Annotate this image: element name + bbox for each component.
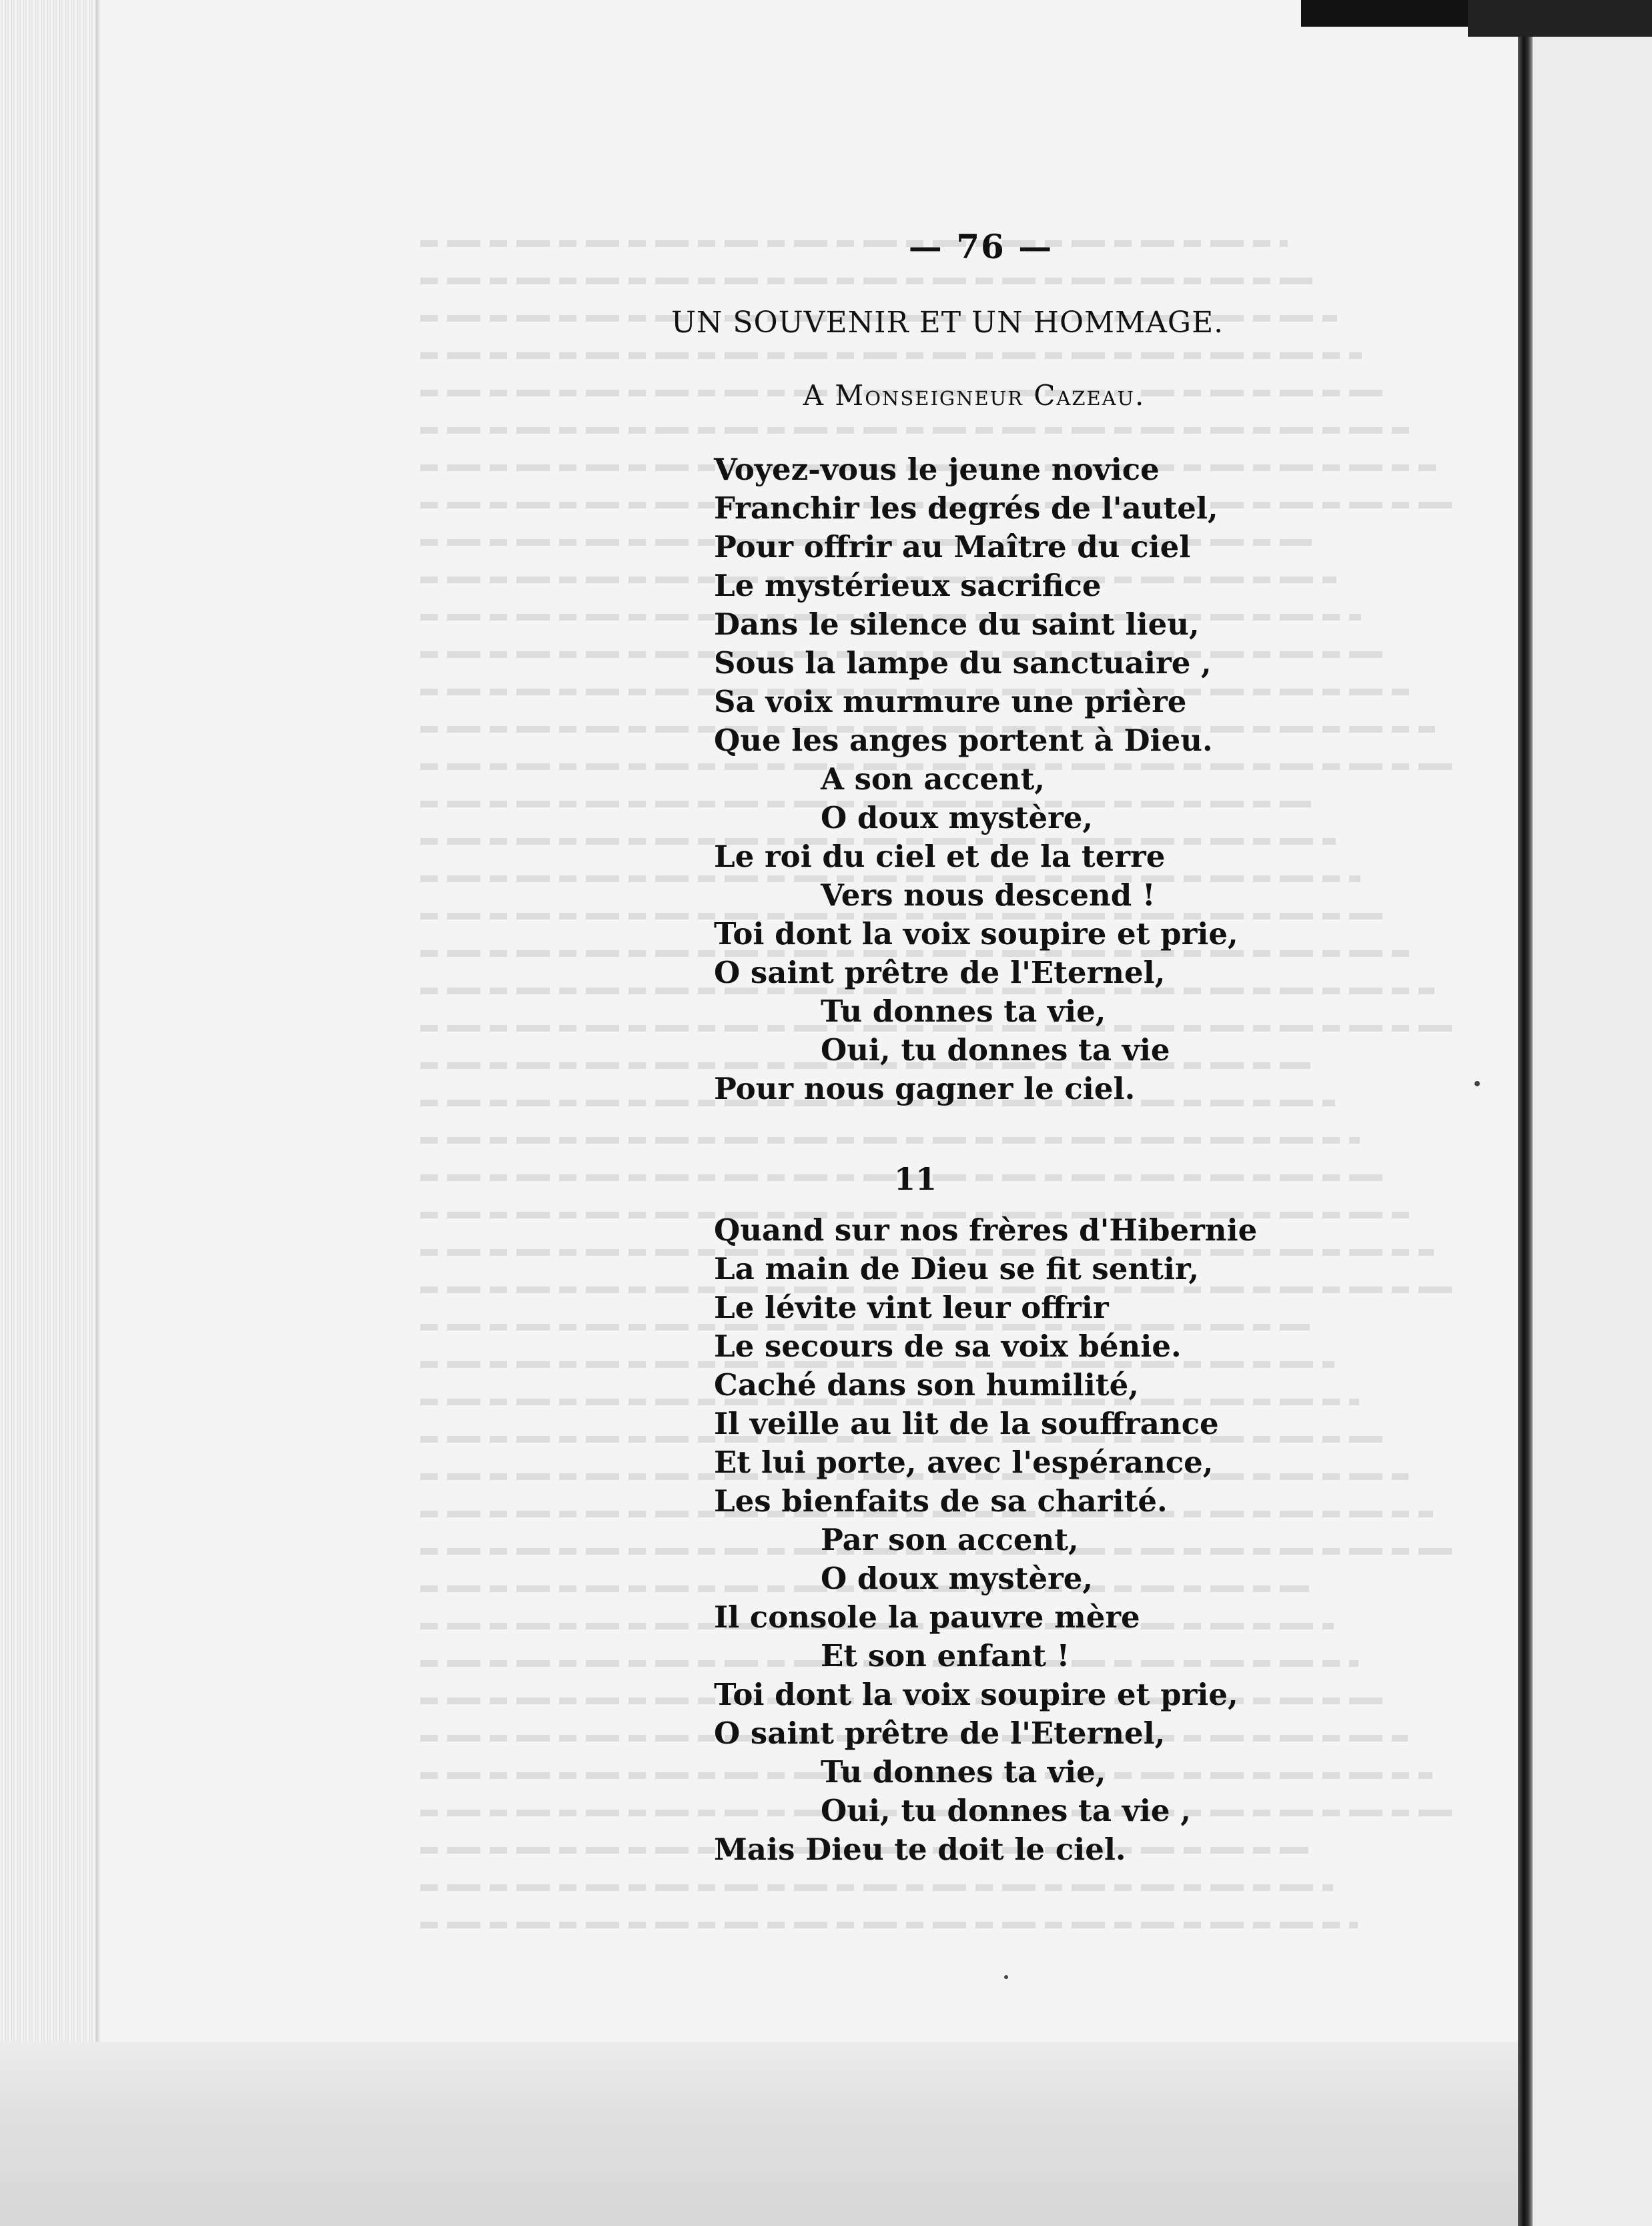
book-page-edges (0, 0, 100, 2226)
verse-line: Vers nous descend ! (821, 877, 1156, 913)
bleed-through-line (420, 427, 1411, 434)
section-number: 11 (894, 1161, 937, 1197)
poem-title: UN SOUVENIR ET UN HOMMAGE. (671, 306, 1224, 340)
verse-line: Oui, tu donnes ta vie (821, 1032, 1170, 1068)
verse-line: Quand sur nos frères d'Hibernie (714, 1212, 1258, 1248)
page-number: — 76 — (908, 227, 1054, 266)
verse-line: Le mystérieux sacrifice (714, 568, 1102, 603)
verse-line: Et lui porte, avec l'espérance, (714, 1445, 1214, 1480)
verse-line: Le secours de sa voix bénie. (714, 1329, 1182, 1364)
bleed-through-line (420, 1137, 1360, 1144)
bleed-through-line (420, 278, 1312, 284)
verse-line: Pour offrir au Maître du ciel (714, 529, 1191, 565)
stanza-one (714, 450, 1238, 1108)
verse-line: Sa voix murmure une prière (714, 684, 1187, 719)
verse-line: Le roi du ciel et de la terre (714, 839, 1166, 874)
scan-speck (1004, 1975, 1008, 1979)
verse-line: O doux mystère, (821, 800, 1094, 835)
verse-line: Que les anges portent à Dieu. (714, 723, 1213, 758)
verse-line: Et son enfant ! (821, 1638, 1070, 1674)
verse-line: Pour nous gagner le ciel. (714, 1071, 1136, 1106)
verse-line: O doux mystère, (821, 1561, 1094, 1596)
verse-line: Dans le silence du saint lieu, (714, 607, 1200, 642)
book-gutter (1518, 0, 1533, 2226)
bleed-through-line (420, 1922, 1358, 1928)
verse-line: Caché dans son humilité, (714, 1367, 1139, 1403)
verse-line: La main de Dieu se fit sentir, (714, 1251, 1200, 1286)
verse-line: Toi dont la voix soupire et prie, (714, 1677, 1238, 1712)
verse-line: Les bienfaits de sa charité. (714, 1483, 1168, 1519)
bleed-through-line (420, 1884, 1333, 1891)
facing-page-fragment (1533, 27, 1652, 2226)
verse-line: Toi dont la voix soupire et prie, (714, 916, 1238, 952)
bleed-through-line (420, 352, 1362, 359)
book-bottom-edge (0, 2042, 1521, 2226)
verse-line: Tu donnes ta vie, (821, 994, 1106, 1029)
verse-line: Il console la pauvre mère (714, 1599, 1140, 1635)
verse-line: O saint prêtre de l'Eternel, (714, 1716, 1166, 1751)
verse-line: Mais Dieu te doit le ciel. (714, 1832, 1126, 1867)
verse-line: A son accent, (821, 761, 1046, 797)
verse-line: Voyez-vous le jeune novice (714, 452, 1160, 487)
verse-line: Franchir les degrés de l'autel, (714, 490, 1218, 526)
poem-dedication: A Monseigneur Cazeau. (803, 379, 1146, 412)
verse-line: O saint prêtre de l'Eternel, (714, 955, 1166, 990)
verse-line: Oui, tu donnes ta vie , (821, 1793, 1191, 1828)
scan-speck (1475, 1081, 1480, 1086)
scan-shadow-corner (1468, 0, 1652, 37)
verse-line: Le lévite vint leur offrir (714, 1290, 1109, 1325)
verse-line: Par son accent, (821, 1522, 1079, 1557)
verse-line: Sous la lampe du sanctuaire , (714, 645, 1212, 681)
verse-line: Il veille au lit de la souffrance (714, 1406, 1219, 1441)
verse-line: Tu donnes ta vie, (821, 1754, 1106, 1790)
stanza-two (714, 1211, 1257, 1869)
